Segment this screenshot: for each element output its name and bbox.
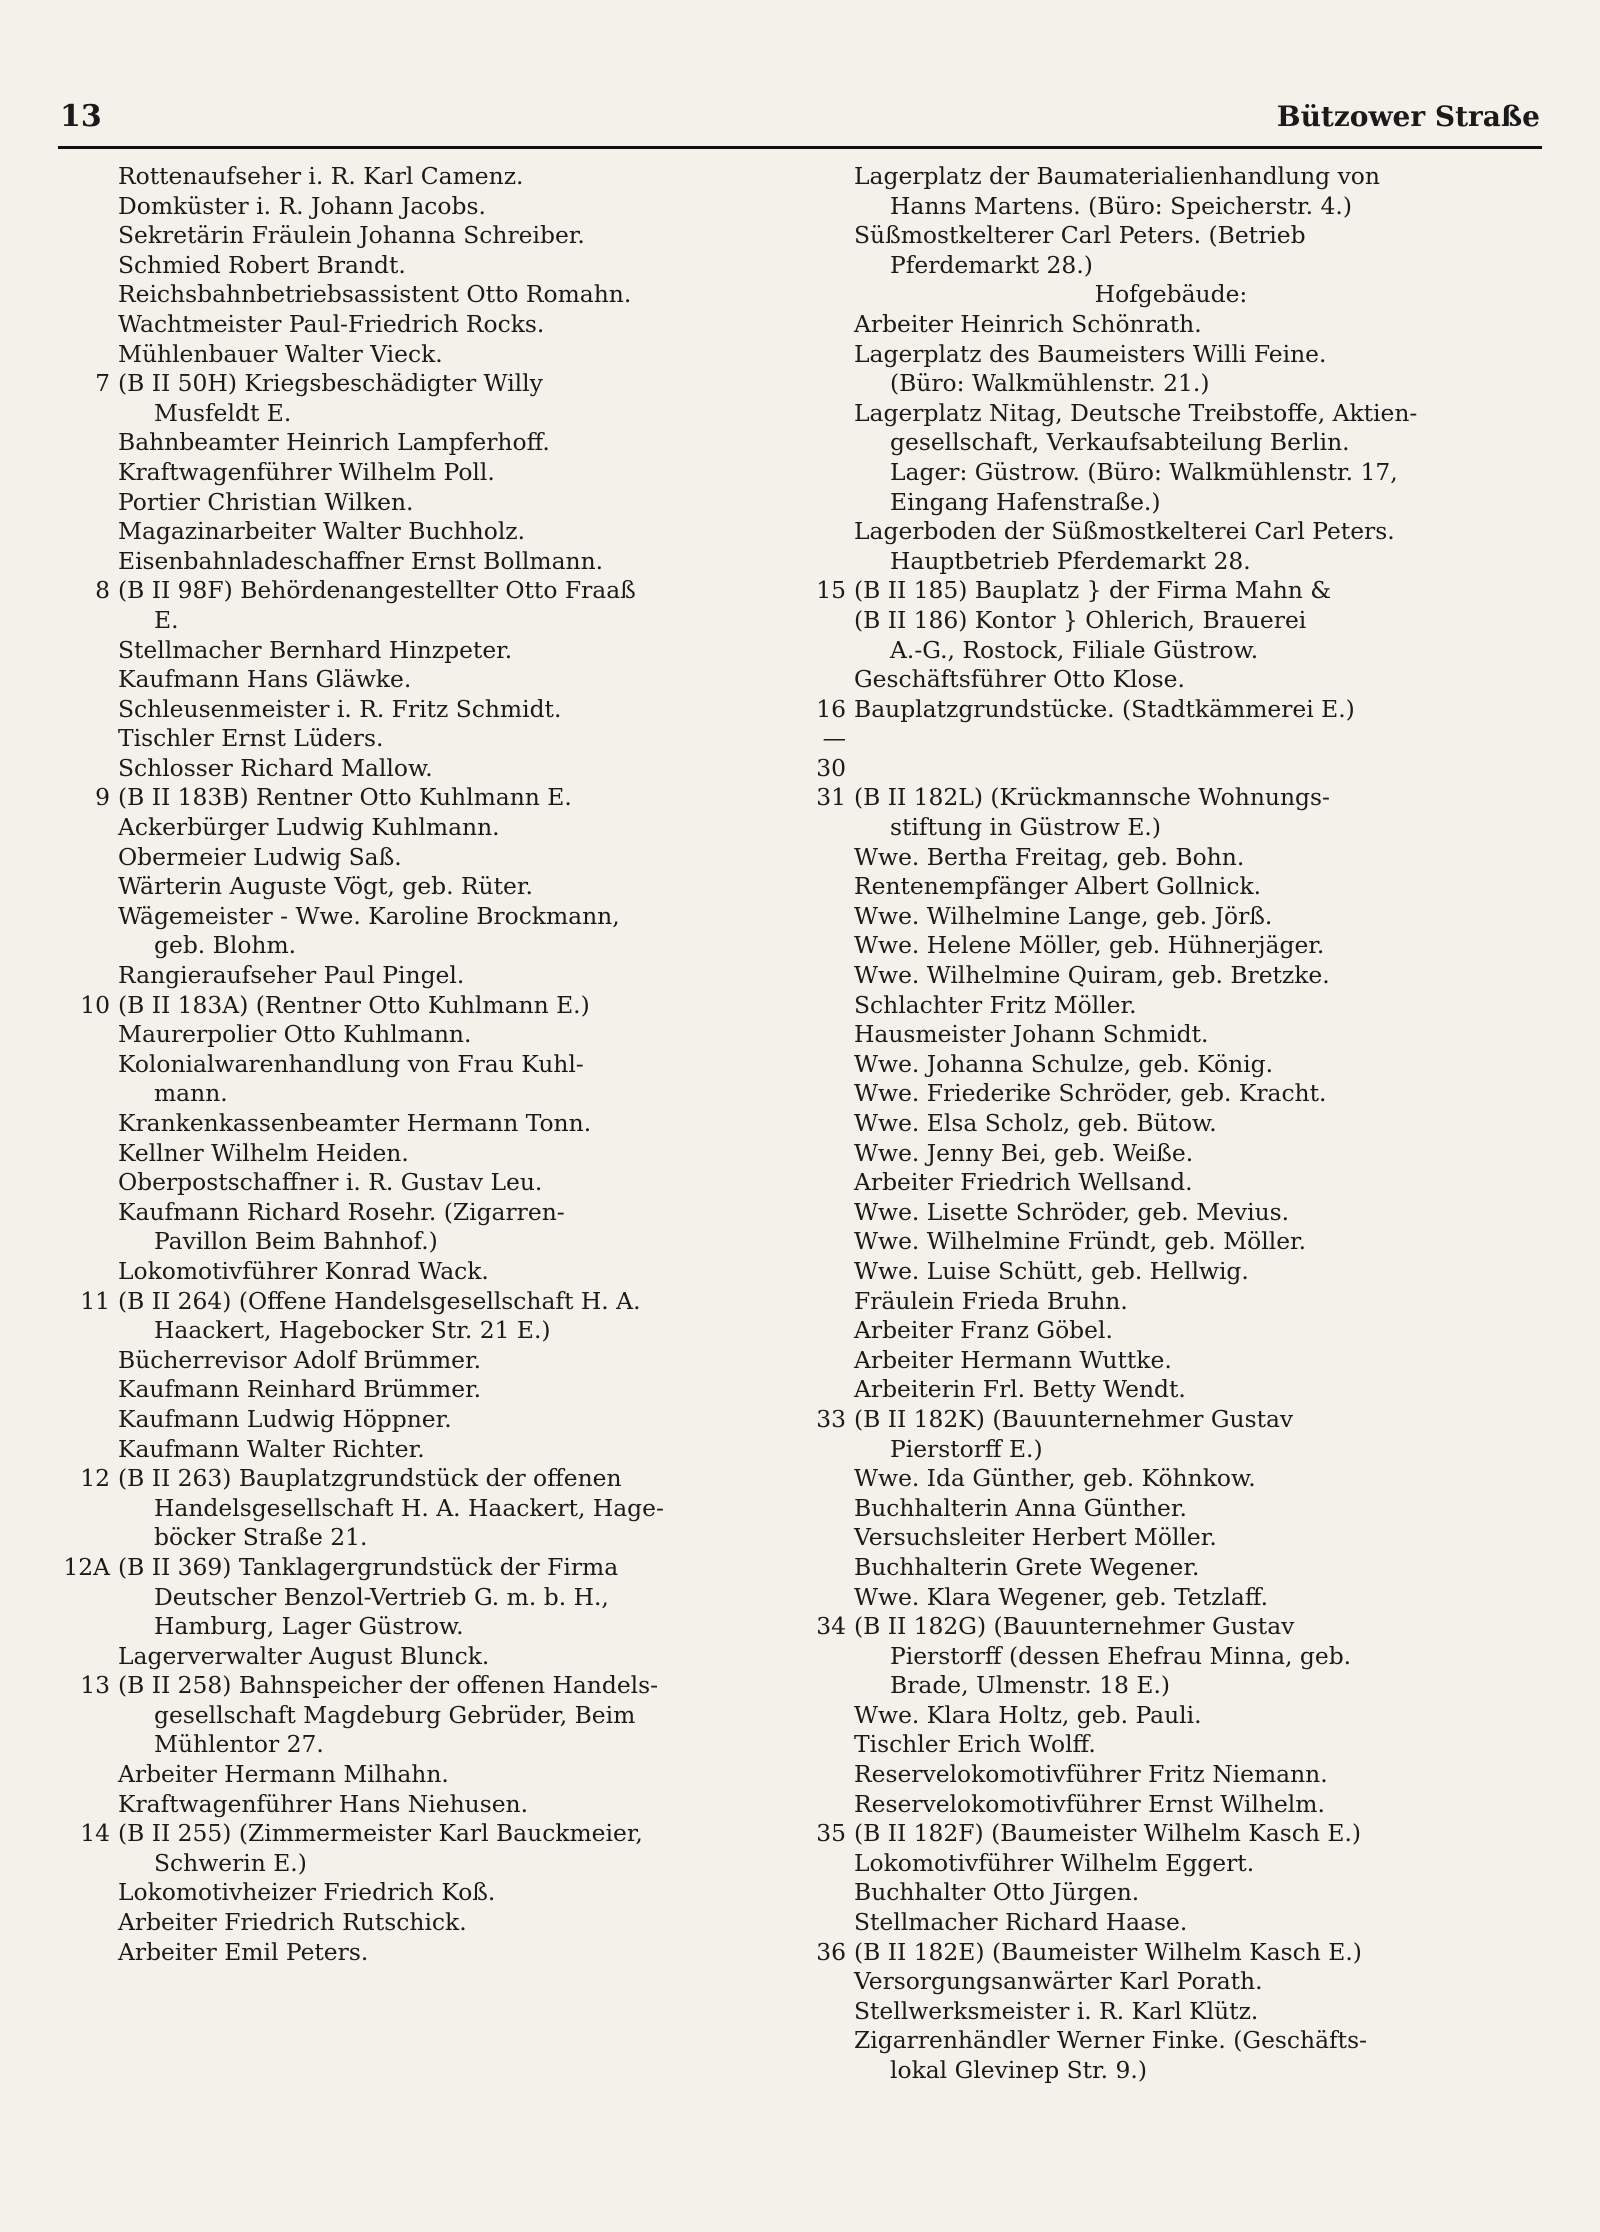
entry-line [798, 695, 1488, 784]
entry-line [798, 783, 1488, 813]
entry-line [62, 1287, 752, 1317]
entry-line [62, 369, 752, 399]
house-number: 9 [95, 783, 110, 812]
entry-line: Pierstorff E.) [890, 1434, 1043, 1463]
house-number: 31 [816, 783, 846, 812]
entry-line: Stellwerksmeister i. R. Karl Klütz. [854, 1996, 1259, 2025]
entry-text: (B II 182F) (Baumeister Wilhelm Kasch E.) [854, 1819, 1362, 1848]
entry-text: (B II 263) Bauplatzgrundstück der offenen [118, 1464, 622, 1493]
section-heading: Hofgebäude: [1094, 280, 1248, 309]
street-title: Bützower Straße [1276, 99, 1540, 133]
house-number: 12A [63, 1552, 110, 1581]
page-number: 13 [60, 98, 102, 134]
entry-line: Rottenaufseher i. R. Karl Camenz. [118, 162, 524, 190]
house-number: 10 [80, 990, 110, 1019]
entry-line: Arbeiter Hermann Milhahn. [118, 1760, 449, 1789]
entry-line [62, 1464, 752, 1494]
entry-line: Rentenempfänger Albert Gollnick. [854, 872, 1262, 901]
entry-line: Handelsgesellschaft H. A. Haackert, Hage- [154, 1493, 664, 1522]
entry-line: Buchhalterin Grete Wegener. [854, 1552, 1200, 1581]
entry-line: Portier Christian Wilken. [118, 487, 414, 516]
entry-line [62, 783, 752, 813]
entry-line: Arbeiter Emil Peters. [118, 1937, 369, 1966]
entry-line: Versorgungsanwärter Karl Porath. [854, 1967, 1263, 1996]
house-number: 7 [95, 369, 110, 398]
entry-line: Wwe. Klara Wegener, geb. Tetzlaff. [854, 1582, 1269, 1611]
entry-line: Versuchsleiter Herbert Möller. [854, 1523, 1217, 1552]
entry-line: Kellner Wilhelm Heiden. [118, 1138, 409, 1167]
entry-line [62, 991, 752, 1021]
entry-line: Wwe. Bertha Freitag, geb. Bohn. [854, 842, 1245, 871]
house-number: 8 [95, 576, 110, 605]
entry-line: Reichsbahnbetriebsassistent Otto Romahn. [118, 280, 632, 309]
entry-line: Wwe. Helene Möller, geb. Hühnerjäger. [854, 931, 1325, 960]
entry-line: Wwe. Jenny Bei, geb. Weiße. [854, 1138, 1194, 1167]
entry-line [798, 1819, 1488, 1849]
entry-line: Hausmeister Johann Schmidt. [854, 1020, 1209, 1049]
entry-line: Maurerpolier Otto Kuhlmann. [118, 1020, 472, 1049]
entry-line: A.-G., Rostock, Filiale Güstrow. [890, 635, 1259, 664]
entry-line: mann. [154, 1079, 228, 1108]
entry-line: Lokomotivheizer Friedrich Koß. [118, 1878, 496, 1907]
entry-line: Mühlenbauer Walter Vieck. [118, 339, 443, 368]
entry-line: Kaufmann Richard Rosehr. (Zigarren- [118, 1197, 565, 1226]
entry-line: Wwe. Johanna Schulze, geb. König. [854, 1049, 1274, 1078]
entry-line: Lagerverwalter August Blunck. [118, 1641, 490, 1670]
entry-line: Wwe. Friederike Schröder, geb. Kracht. [854, 1079, 1327, 1108]
entry-line: Süßmostkelterer Carl Peters. (Betrieb [854, 221, 1306, 250]
left-column [62, 162, 752, 1967]
entry-line: Oberpostschaffner i. R. Gustav Leu. [118, 1168, 543, 1197]
entry-line: Kraftwagenführer Hans Niehusen. [118, 1789, 529, 1818]
entry-line: Schlosser Richard Mallow. [118, 753, 433, 782]
entry-text: (B II 182G) (Bauunternehmer Gustav [854, 1612, 1295, 1641]
entry-line: Sekretärin Fräulein Johanna Schreiber. [118, 221, 585, 250]
entry-line: Lagerboden der Süßmostkelterei Carl Peters. [854, 517, 1395, 546]
entry-line: Lager: Güstrow. (Büro: Walkmühlenstr. 17, [890, 457, 1398, 486]
entry-line: Bücherrevisor Adolf Brümmer. [118, 1345, 482, 1374]
entry-line: Rangieraufseher Paul Pingel. [118, 961, 465, 990]
entry-line: Kaufmann Reinhard Brümmer. [118, 1375, 482, 1404]
entry-line: Wachtmeister Paul-Friedrich Rocks. [118, 309, 545, 338]
house-number: 34 [816, 1612, 846, 1641]
entry-line: Zigarrenhändler Werner Finke. (Geschäfts- [854, 2026, 1367, 2055]
entry-text: (B II 264) (Offene Handelsgesellschaft H. A. [118, 1286, 641, 1315]
house-number: 33 [816, 1404, 846, 1433]
entry-line: Bahnbeamter Heinrich Lampferhoff. [118, 428, 550, 457]
page-header [60, 92, 1540, 140]
entry-text: (B II 258) Bahnspeicher der offenen Handels- [118, 1671, 659, 1700]
entry-line: Hanns Martens. (Büro: Speicherstr. 4.) [890, 191, 1352, 220]
entry-line: Stellmacher Bernhard Hinzpeter. [118, 635, 513, 664]
entry-text: (B II 183B) Rentner Otto Kuhlmann E. [118, 783, 572, 812]
entry-line: Reservelokomotivführer Fritz Niemann. [854, 1760, 1328, 1789]
entry-line: Deutscher Benzol-Vertrieb G. m. b. H., [154, 1582, 609, 1611]
entry-line: Stellmacher Richard Haase. [854, 1908, 1188, 1937]
entry-line: Wägemeister - Wwe. Karoline Brockmann, [118, 901, 620, 930]
entry-line: Lokomotivführer Wilhelm Eggert. [854, 1848, 1255, 1877]
entry-line: Schlachter Fritz Möller. [854, 990, 1137, 1019]
entry-line: Pavillon Beim Bahnhof.) [154, 1227, 438, 1256]
entry-line: Haackert, Hagebocker Str. 21 E.) [154, 1316, 551, 1345]
entry-line: Obermeier Ludwig Saß. [118, 842, 402, 871]
entry-line: Arbeiter Franz Göbel. [854, 1316, 1113, 1345]
entry-line: Pferdemarkt 28.) [890, 250, 1093, 279]
entry-line: Ackerbürger Ludwig Kuhlmann. [118, 813, 500, 842]
entry-text: Bauplatzgrundstücke. (Stadtkämmerei E.) [854, 694, 1355, 723]
entry-line: Lagerplatz der Baumaterialienhandlung von [854, 162, 1380, 190]
entry-line: Eingang Hafenstraße.) [890, 487, 1161, 516]
entry-line: Wwe. Wilhelmine Lange, geb. Jörß. [854, 901, 1273, 930]
entry-line: Hamburg, Lager Güstrow. [154, 1612, 464, 1641]
entry-line [62, 1819, 752, 1849]
house-number: 15 [816, 576, 846, 605]
entry-text: (B II 98F) Behördenangestellter Otto Fraaß [118, 576, 636, 605]
entry-line: Arbeiterin Frl. Betty Wendt. [854, 1375, 1186, 1404]
entry-line: Pierstorff (dessen Ehefrau Minna, geb. [890, 1641, 1352, 1670]
entry-line: gesellschaft, Verkaufsabteilung Berlin. [890, 428, 1350, 457]
house-number: 35 [816, 1819, 846, 1848]
entry-line: Fräulein Frieda Bruhn. [854, 1286, 1128, 1315]
entry-line: Magazinarbeiter Walter Buchholz. [118, 517, 526, 546]
entry-line [798, 1612, 1488, 1642]
entry-line: Arbeiter Friedrich Rutschick. [118, 1908, 467, 1937]
entry-line: gesellschaft Magdeburg Gebrüder, Beim [154, 1700, 636, 1729]
entry-line: Eisenbahnladeschaffner Ernst Bollmann. [118, 546, 604, 575]
entry-line: Kaufmann Ludwig Höppner. [118, 1404, 452, 1433]
entry-line: Wwe. Ida Günther, geb. Köhnkow. [854, 1464, 1256, 1493]
entry-line: Schleusenmeister i. R. Fritz Schmidt. [118, 694, 562, 723]
house-number: 11 [80, 1286, 110, 1315]
entry-line: Wwe. Wilhelmine Fründt, geb. Möller. [854, 1227, 1307, 1256]
entry-text: (B II 182L) (Krückmannsche Wohnungs- [854, 783, 1330, 812]
entry-text: (B II 185) Bauplatz } der Firma Mahn & [854, 576, 1332, 605]
entry-line [62, 576, 752, 606]
entry-line: Buchhalter Otto Jürgen. [854, 1878, 1140, 1907]
entry-line: Kraftwagenführer Wilhelm Poll. [118, 457, 495, 486]
entry-line: Tischler Ernst Lüders. [118, 724, 384, 753]
entry-line: Tischler Erich Wolff. [854, 1730, 1096, 1759]
entry-line: Lagerplatz Nitag, Deutsche Treibstoffe, Aktien- [854, 398, 1418, 427]
entry-line: Lagerplatz des Baumeisters Willi Feine. [854, 339, 1327, 368]
entry-line: (Büro: Walkmühlenstr. 21.) [890, 369, 1210, 398]
right-column [798, 162, 1488, 2086]
entry-line: Wärterin Auguste Vögt, geb. Rüter. [118, 872, 533, 901]
entry-line: Schmied Robert Brandt. [118, 250, 406, 279]
entry-line: Geschäftsführer Otto Klose. [854, 665, 1185, 694]
entry-text: (B II 369) Tanklagergrundstück der Firma [118, 1552, 619, 1581]
entry-line: Domküster i. R. Johann Jacobs. [118, 191, 486, 220]
entry-line: lokal Glevinер Str. 9.) [890, 2056, 1147, 2084]
entry-line: Arbeiter Friedrich Wellsand. [854, 1168, 1193, 1197]
entry-line [798, 576, 1488, 606]
entry-line [62, 1671, 752, 1701]
entry-line: Brade, Ulmenstr. 18 E.) [890, 1671, 1171, 1700]
house-number: 13 [80, 1671, 110, 1700]
entry-line: Wwe. Lisette Schröder, geb. Mevius. [854, 1197, 1290, 1226]
house-number: 12 [80, 1464, 110, 1493]
entry-line: Arbeiter Heinrich Schönrath. [854, 309, 1202, 338]
entry-line [62, 1553, 752, 1583]
entry-line: Wwe. Elsa Scholz, geb. Bütow. [854, 1109, 1217, 1137]
entry-line: böcker Straße 21. [154, 1523, 368, 1552]
entry-line: Musfeldt E. [154, 398, 292, 427]
entry-line: Krankenkassenbeamter Hermann Tonn. [118, 1109, 592, 1137]
entry-line [798, 1938, 1488, 1968]
entry-line: Kaufmann Hans Gläwke. [118, 665, 412, 694]
entry-line: Wwe. Luise Schütt, geb. Hellwig. [854, 1256, 1249, 1285]
house-number: 36 [816, 1937, 846, 1966]
entry-line [798, 1405, 1488, 1435]
entry-line: E. [154, 605, 179, 634]
entry-line: geb. Blohm. [154, 931, 297, 960]
entry-line: Hauptbetrieb Pferdemarkt 28. [890, 546, 1251, 575]
header-rule [58, 146, 1542, 149]
entry-line: Arbeiter Hermann Wuttke. [854, 1345, 1172, 1374]
entry-line: Lokomotivführer Konrad Wack. [118, 1256, 489, 1285]
entry-line: Wwe. Wilhelmine Quiram, geb. Bretzke. [854, 961, 1330, 990]
entry-line: Kaufmann Walter Richter. [118, 1434, 425, 1463]
entry-line: stiftung in Güstrow E.) [890, 813, 1161, 842]
entry-text: (B II 183A) (Rentner Otto Kuhlmann E.) [118, 990, 590, 1019]
entry-line: Schwerin E.) [154, 1848, 307, 1877]
entry-line: Kolonialwarenhandlung von Frau Kuhl- [118, 1049, 584, 1078]
entry-line: Buchhalterin Anna Günther. [854, 1493, 1187, 1522]
entry-line: Mühlentor 27. [154, 1730, 324, 1759]
house-number: 16—30 [816, 694, 846, 782]
entry-text: (B II 50H) Kriegsbeschädigter Willy [118, 369, 543, 398]
entry-text: (B II 182E) (Baumeister Wilhelm Kasch E.) [854, 1937, 1362, 1966]
entry-text: (B II 255) (Zimmermeister Karl Bauckmeier, [118, 1819, 643, 1848]
house-number: 14 [80, 1819, 110, 1848]
entry-line: Reservelokomotivführer Ernst Wilhelm. [854, 1789, 1325, 1818]
entry-line: (B II 186) Kontor } Ohlerich, Brauerei [854, 605, 1307, 634]
entry-line: Wwe. Klara Holtz, geb. Pauli. [854, 1700, 1202, 1729]
entry-text: (B II 182K) (Bauunternehmer Gustav [854, 1404, 1294, 1433]
